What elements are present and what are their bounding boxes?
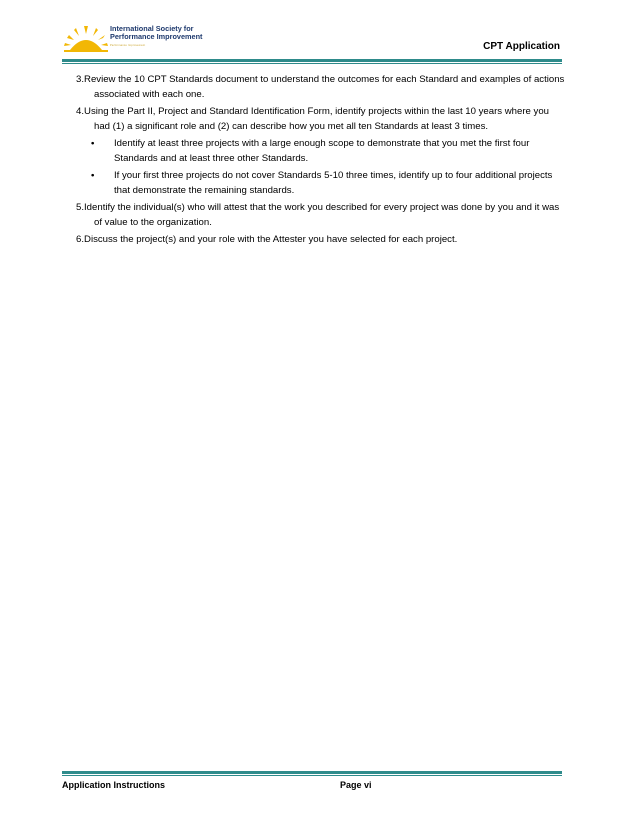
logo-tagline: Performance Improvement: [110, 44, 146, 47]
bullet-icon: •: [91, 170, 95, 181]
list-item: 4.Using the Part II, Project and Standard Identification Form, identify projects within the last 10 years where you had (1) a significant role and (2) can describe how you met all ten Standards at least 3 times.: [76, 106, 550, 132]
header-rule-thin: [62, 63, 562, 64]
header-title: CPT Application: [483, 41, 560, 52]
list-item: 5.Identify the individual(s) who will attest that the work you described for every project was done by you and it was of value to the organization.: [76, 202, 560, 228]
bullet-icon: •: [91, 138, 95, 149]
instructions-body: [76, 73, 566, 251]
bullet-item: • If your first three projects do not cover Standards 5-10 three times, identify up to four additional projects that demonstrate the remaining standards.: [91, 170, 553, 196]
bullet-item: • Identify at least three projects with a large enough scope to demonstrate that you met the first four Standards and at least three other Standards.: [91, 138, 530, 164]
header-rule: [62, 59, 562, 62]
footer-page-number: Page vi: [340, 780, 372, 790]
footer-rule-thin: [62, 775, 562, 776]
logo-line-1: International Society for: [110, 24, 194, 33]
list-item: 6.Discuss the project(s) and your role with the Attester you have selected for each project.: [76, 234, 458, 245]
logo-line-2: Performance Improvement: [110, 32, 203, 41]
list-item: 3.Review the 10 CPT Standards document to understand the outcomes for each Standard and examples of actions associated with each one.: [76, 74, 565, 100]
ispi-logo: [64, 22, 214, 56]
sunrise-logo-icon: [64, 24, 108, 52]
footer-section-name: Application Instructions: [62, 780, 166, 790]
footer-rule: [62, 771, 562, 774]
logo-wordmark: [110, 25, 202, 41]
